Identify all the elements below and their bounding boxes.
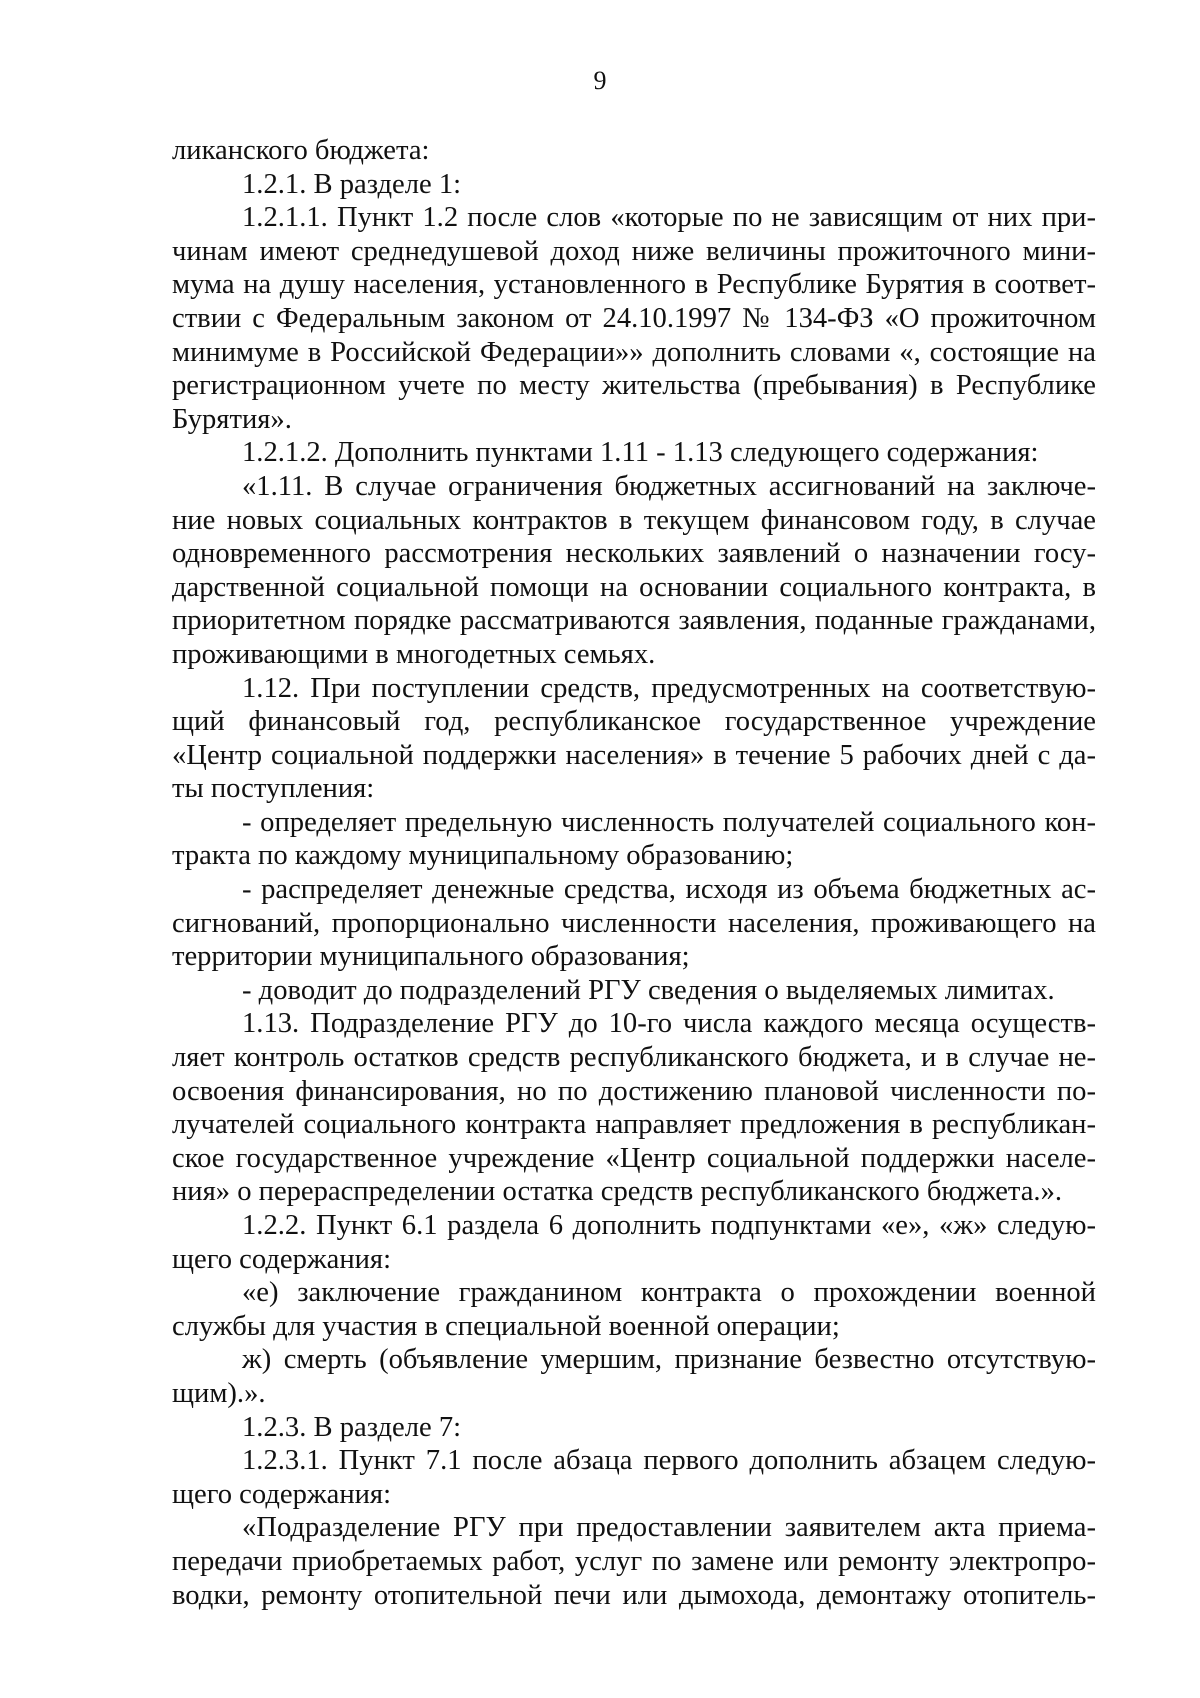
text-line: ж) смерть (объявление умершим, признание безвестно отсутствую- bbox=[242, 1344, 1096, 1376]
text-line: 1.2.1.2. Дополнить пунктами 1.11 - 1.13 следующего содержания: bbox=[242, 437, 1039, 469]
text-line: мума на душу населения, установленного в Республике Бурятия в соответ- bbox=[172, 269, 1096, 301]
text-line: ляет контроль остатков средств республиканского бюджета, и в случае не- bbox=[172, 1042, 1096, 1074]
text-line: 1.2.3. В разделе 7: bbox=[242, 1411, 462, 1443]
text-line: «Центр социальной поддержки населения» в течение 5 рабочих дней с да- bbox=[172, 739, 1096, 771]
text-line: 1.2.2. Пункт 6.1 раздела 6 дополнить подпунктами «е», «ж» следую- bbox=[242, 1210, 1096, 1241]
text-line: лучателей социального контракта направляет предложения в республикан- bbox=[172, 1109, 1096, 1141]
text-line: ствии с Федеральным законом от 24.10.1997 № 134-ФЗ «О прожиточном bbox=[172, 302, 1096, 334]
text-line: территории муниципального образования; bbox=[172, 941, 690, 973]
text-line: сигнований, пропорционально численности населения, проживающего на bbox=[172, 907, 1096, 939]
text-line: дарственной социальной помощи на основании социального контракта, в bbox=[172, 571, 1096, 603]
document-body bbox=[172, 134, 1096, 1612]
page-number: 9 bbox=[593, 66, 607, 95]
text-line: щего содержания: bbox=[172, 1478, 392, 1510]
text-line: «е) заключение гражданином контракта о прохождении военной bbox=[242, 1277, 1096, 1309]
text-line: передачи приобретаемых работ, услуг по замене или ремонту электропро- bbox=[172, 1545, 1096, 1577]
text-line: освоения финансирования, но по достижению плановой численности по- bbox=[172, 1075, 1096, 1107]
text-line: чинам имеют среднедушевой доход ниже величины прожиточного мини- bbox=[172, 235, 1096, 267]
text-line: 1.12. При поступлении средств, предусмотренных на соответствую- bbox=[242, 672, 1096, 704]
text-line: щим).». bbox=[172, 1377, 266, 1409]
text-line: - доводит до подразделений РГУ сведения о выделяемых лимитах. bbox=[242, 974, 1055, 1006]
text-line: приоритетном порядке рассматриваются заявления, поданные гражданами, bbox=[172, 605, 1096, 637]
text-line: ние новых социальных контрактов в текущем финансовом году, в случае bbox=[172, 504, 1096, 536]
text-line: 1.13. Подразделение РГУ до 10-го числа каждого месяца осуществ- bbox=[242, 1008, 1096, 1040]
text-line: ликанского бюджета: bbox=[172, 135, 430, 166]
text-line: - распределяет денежные средства, исходя из объема бюджетных ас- bbox=[242, 874, 1096, 906]
text-line: службы для участия в специальной военной операции; bbox=[172, 1310, 840, 1342]
text-line: «Подразделение РГУ при предоставлении заявителем акта приема- bbox=[242, 1512, 1096, 1544]
text-line: щего содержания: bbox=[172, 1243, 392, 1275]
text-line: регистрационном учете по месту жительства (пребывания) в Республике bbox=[172, 370, 1096, 402]
text-line: проживающими в многодетных семьях. bbox=[172, 638, 656, 670]
text-line: «1.11. В случае ограничения бюджетных ассигнований на заключе- bbox=[242, 470, 1096, 502]
text-line: минимуме в Российской Федерации»» дополнить словами «, состоящие на bbox=[172, 336, 1096, 368]
text-line: 1.2.1. В разделе 1: bbox=[242, 168, 462, 200]
text-line: одновременного рассмотрения нескольких заявлений о назначении госу- bbox=[172, 538, 1096, 570]
text-line: ское государственное учреждение «Центр социальной поддержки населе- bbox=[172, 1142, 1096, 1174]
text-line: 1.2.1.1. Пункт 1.2 после слов «которые по не зависящим от них при- bbox=[242, 202, 1096, 234]
text-line: 1.2.3.1. Пункт 7.1 после абзаца первого дополнить абзацем следую- bbox=[242, 1445, 1096, 1477]
text-line: Бурятия». bbox=[172, 403, 292, 435]
text-line: водки, ремонту отопительной печи или дымохода, демонтажу отопитель- bbox=[172, 1579, 1096, 1611]
text-line: - определяет предельную численность получателей социального кон- bbox=[242, 806, 1096, 838]
text-line: тракта по каждому муниципальному образованию; bbox=[172, 840, 794, 872]
text-line: ты поступления: bbox=[172, 773, 375, 805]
text-line: щий финансовый год, республиканское государственное учреждение bbox=[172, 706, 1096, 738]
text-line: ния» о перераспределении остатка средств республиканского бюджета.». bbox=[172, 1176, 1063, 1208]
